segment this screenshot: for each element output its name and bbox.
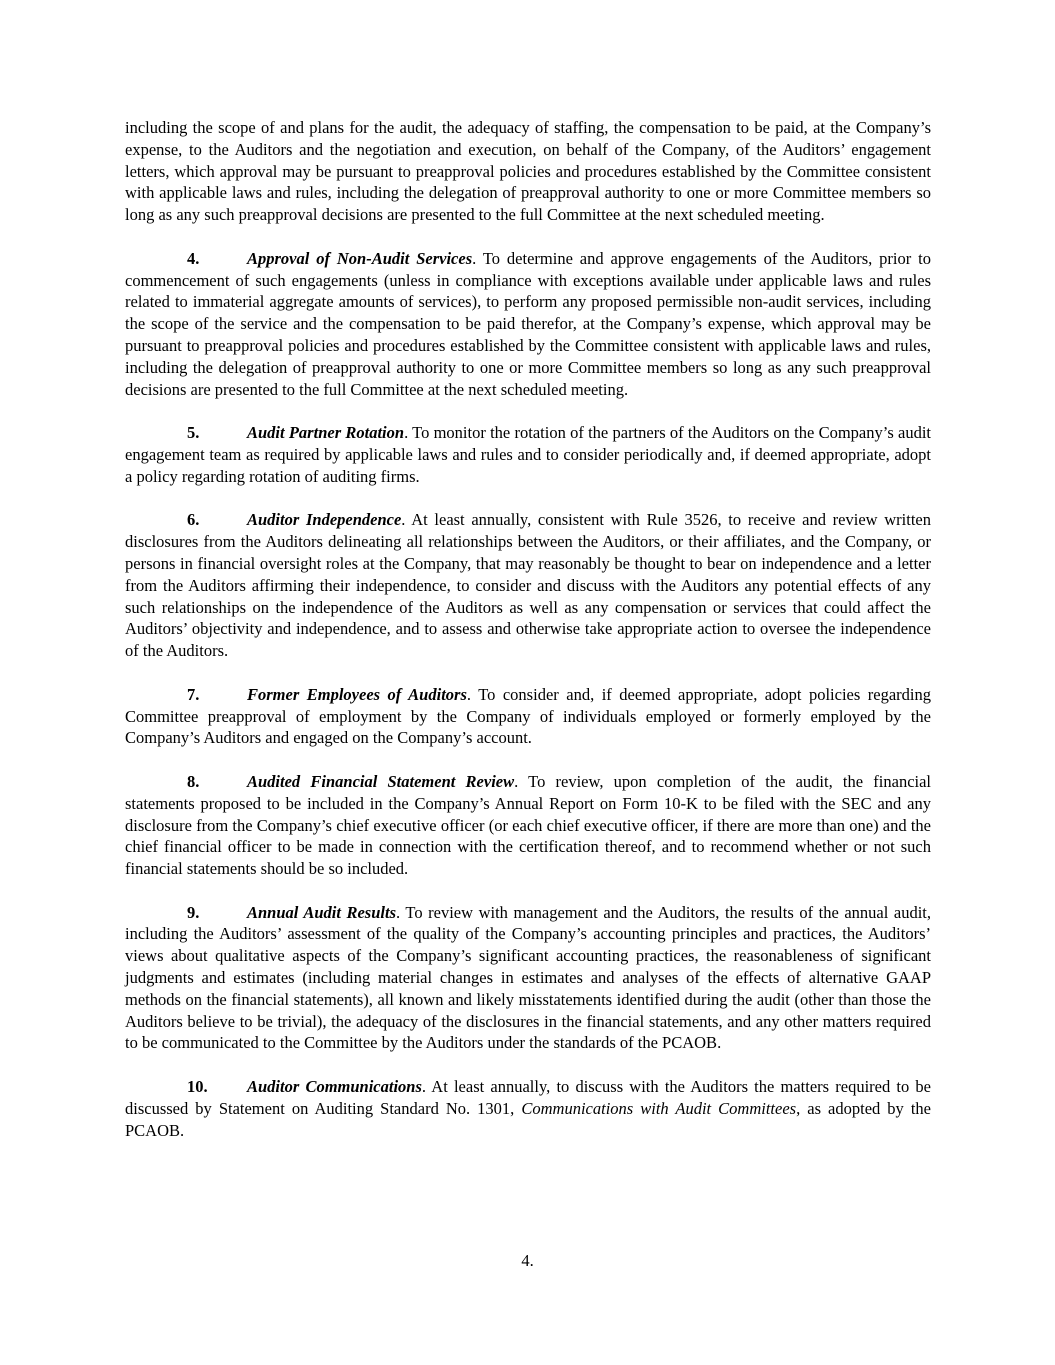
section-number: 5. bbox=[187, 423, 200, 443]
section-number: 10. bbox=[187, 1077, 208, 1097]
continuation-paragraph-text: including the scope of and plans for the audit, the adequacy of staffing, the compensation to be paid, at the Company’s expense, to the Auditors and the negotiation and execution, on behalf of the Company, of the Auditors’ engagement letters, which approval may be pursuant to preapproval policies and procedures established by the Committee consistent with applicable laws and rules, including the delegation of preapproval authority to one or more Committee members so long as any such preapproval decisions are presented to the full Committee at the next scheduled meeting. bbox=[125, 118, 931, 225]
section-title: Approval of Non-Audit Services bbox=[247, 248, 473, 268]
section-body-tail: , as adopted by the PCAOB. bbox=[125, 1098, 931, 1140]
section-title: Annual Audit Results bbox=[247, 902, 396, 922]
continuation-paragraph bbox=[125, 117, 931, 226]
section-paragraph bbox=[125, 509, 931, 662]
section-number: 8. bbox=[187, 771, 200, 791]
section-paragraph bbox=[125, 1076, 931, 1141]
section-body: . At least annually, to discuss with the Auditors the matters required to be discussed by Statement on Auditing Standard No. 1301, bbox=[125, 1077, 931, 1118]
section-paragraph bbox=[125, 422, 931, 487]
section-body: . To review, upon completion of the audit, the financial statements proposed to be included in the Company’s Annual Report on Form 10-K to be filed with the SEC and any disclosure from the Company’s chief executive officer (or each chief executive officer, if there are more than one) and the chief financial officer to be made in connection with the certification thereof, and to recommend whether or not such financial statements should be so included. bbox=[125, 771, 932, 879]
page-content bbox=[125, 117, 931, 1163]
section-paragraph bbox=[125, 902, 931, 1055]
section-body: . To review with management and the Auditors, the results of the annual audit, including the Auditors’ assessment of the quality of the Company’s accounting principles and practices, the Auditors’ views about qualitative aspects of the Company’s significant accounting practices, the reasonableness of significant judgments and estimates (including material changes in estimates and analyses of the effects of alternative GAAP methods on the financial statements), all known and likely misstatements identified during the audit (other than those the Auditors believe to be trivial), the adequacy of the disclosures in the financial statements, and any other matters required to be communicated to the Committee by the Auditors under the standards of the PCAOB. bbox=[125, 902, 931, 1053]
section-body-italic: Communications with Audit Committees bbox=[521, 1098, 797, 1118]
section-title: Auditor Independence bbox=[247, 510, 402, 530]
section-body: . To consider and, if deemed appropriate, adopt policies regarding Committee preapproval of employment by the Company of individuals employed or formerly employed by the Company’s Auditors and engaged on the Company’s account. bbox=[125, 684, 931, 748]
section-number: 4. bbox=[187, 248, 200, 268]
section-paragraph bbox=[125, 771, 931, 880]
section-title: Auditor Communications bbox=[247, 1077, 422, 1097]
section-paragraph bbox=[125, 684, 931, 749]
section-title: Former Employees of Auditors bbox=[247, 684, 467, 704]
section-title: Audited Financial Statement Review bbox=[247, 771, 515, 791]
section-body: . At least annually, consistent with Rule 3526, to receive and review written disclosures from the Auditors delineating all relationships between the Auditors, or their affiliates, and the Company, or persons in financial oversight roles at the Company, that may reasonably be thought to bear on independence and a letter from the Auditors affirming their independence, to consider and discuss with the Auditors any potential effects of any such relationships on the independence of the Auditors as well as any compensation or services that could affect the Auditors’ objectivity and independence, and to assess and otherwise take appropriate action to oversee the independence of the Auditors. bbox=[125, 510, 932, 661]
section-number: 7. bbox=[187, 684, 200, 704]
section-body: . To monitor the rotation of the partners of the Auditors on the Company’s audit engagement team as required by applicable laws and rules and to consider periodically and, if deemed appropriate, adopt a policy regarding rotation of auditing firms. bbox=[125, 423, 931, 486]
section-body: . To determine and approve engagements of the Auditors, prior to commencement of such engagements (unless in compliance with exceptions available under applicable laws and rules related to immaterial aggregate amounts of services), to perform any proposed permissible non-audit services, including the scope of the service and the compensation to be paid therefor, at the Company’s expense, which approval may be pursuant to preapproval policies and procedures established by the Committee consistent with applicable laws and rules, including the delegation of preapproval authority to one or more Committee members so long as any such preapproval decisions are presented to the full Committee at the next scheduled meeting. bbox=[125, 248, 931, 399]
section-number: 6. bbox=[187, 510, 200, 530]
section-paragraph bbox=[125, 248, 931, 401]
section-number: 9. bbox=[187, 902, 200, 922]
page-number: 4. bbox=[521, 1251, 534, 1270]
section-title: Audit Partner Rotation bbox=[247, 423, 405, 443]
